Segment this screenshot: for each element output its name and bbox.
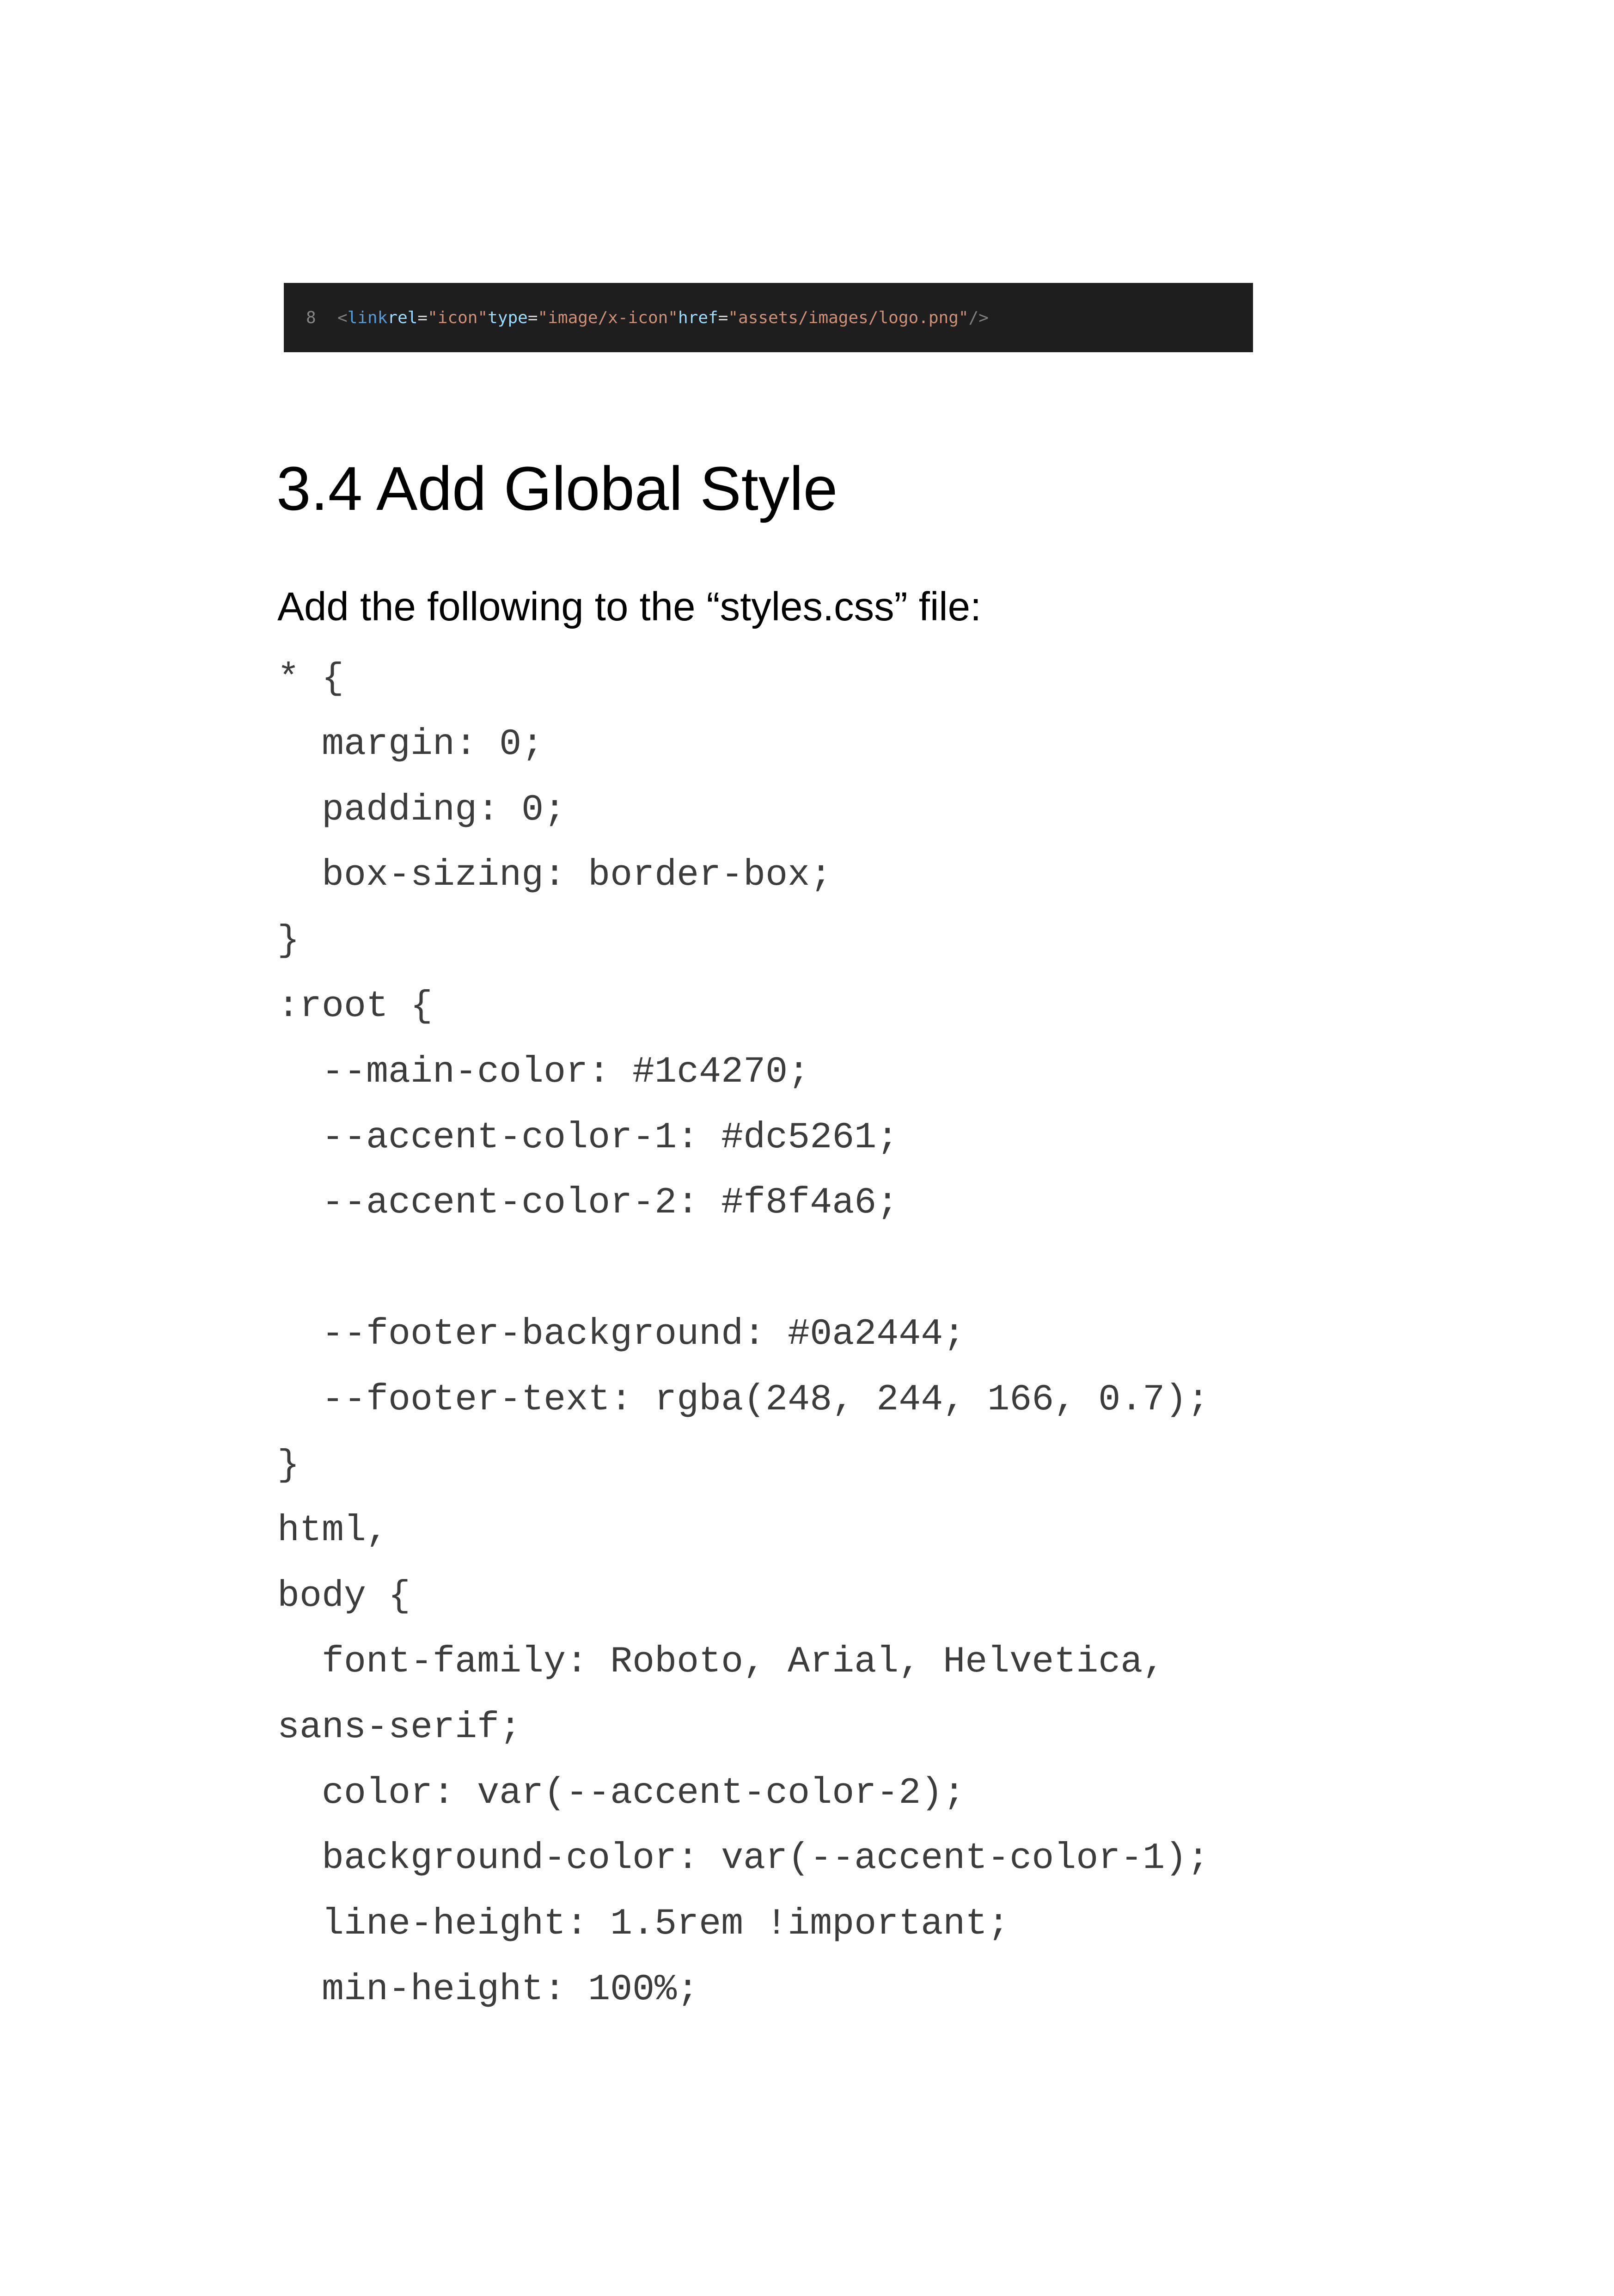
code-line: :root { xyxy=(277,985,433,1028)
code-line: --accent-color-1: #dc5261; xyxy=(277,1116,899,1159)
code-line: margin: 0; xyxy=(277,723,544,765)
code-snippet xyxy=(284,283,1253,352)
snippet-line-number: 8 xyxy=(306,308,316,327)
snippet-open-bracket: < xyxy=(337,308,348,327)
code-line: html, xyxy=(277,1510,389,1552)
code-line: --footer-background: #0a2444; xyxy=(277,1313,966,1355)
code-line: min-height: 100%; xyxy=(277,1968,699,2011)
code-line: padding: 0; xyxy=(277,789,566,831)
snippet-eq: = xyxy=(527,308,538,327)
code-line: color: var(--accent-color-2); xyxy=(277,1772,966,1814)
code-line: } xyxy=(277,920,300,962)
code-line: --main-color: #1c4270; xyxy=(277,1051,810,1093)
code-line: sans-serif; xyxy=(277,1706,522,1749)
code-line: body { xyxy=(277,1575,411,1618)
code-line: * { xyxy=(277,658,344,700)
snippet-value-rel: "icon" xyxy=(428,308,488,327)
code-line: background-color: var(--accent-color-1); xyxy=(277,1837,1210,1880)
code-line: --footer-text: rgba(248, 244, 166, 0.7); xyxy=(277,1378,1210,1421)
section-heading: 3.4 Add Global Style xyxy=(276,454,838,523)
code-line: box-sizing: border-box; xyxy=(277,854,832,897)
snippet-tag: link xyxy=(347,308,388,327)
snippet-attr-type: type xyxy=(488,308,528,327)
intro-paragraph: Add the following to the “styles.css” file: xyxy=(277,584,982,629)
code-line: --accent-color-2: #f8f4a6; xyxy=(277,1182,899,1225)
snippet-close-bracket: /> xyxy=(968,308,989,327)
snippet-value-href: "assets/images/logo.png" xyxy=(728,308,969,327)
css-code-block xyxy=(277,646,1209,2023)
snippet-eq: = xyxy=(718,308,728,327)
snippet-value-type: "image/x-icon" xyxy=(538,308,678,327)
snippet-attr-href: href xyxy=(678,308,718,327)
snippet-attr-rel: rel xyxy=(387,308,418,327)
code-line: font-family: Roboto, Arial, Helvetica, xyxy=(277,1641,1165,1683)
snippet-eq: = xyxy=(417,308,428,327)
code-line: line-height: 1.5rem !important; xyxy=(277,1903,1010,1946)
code-line-blank xyxy=(277,1236,1209,1302)
code-line: } xyxy=(277,1444,300,1487)
